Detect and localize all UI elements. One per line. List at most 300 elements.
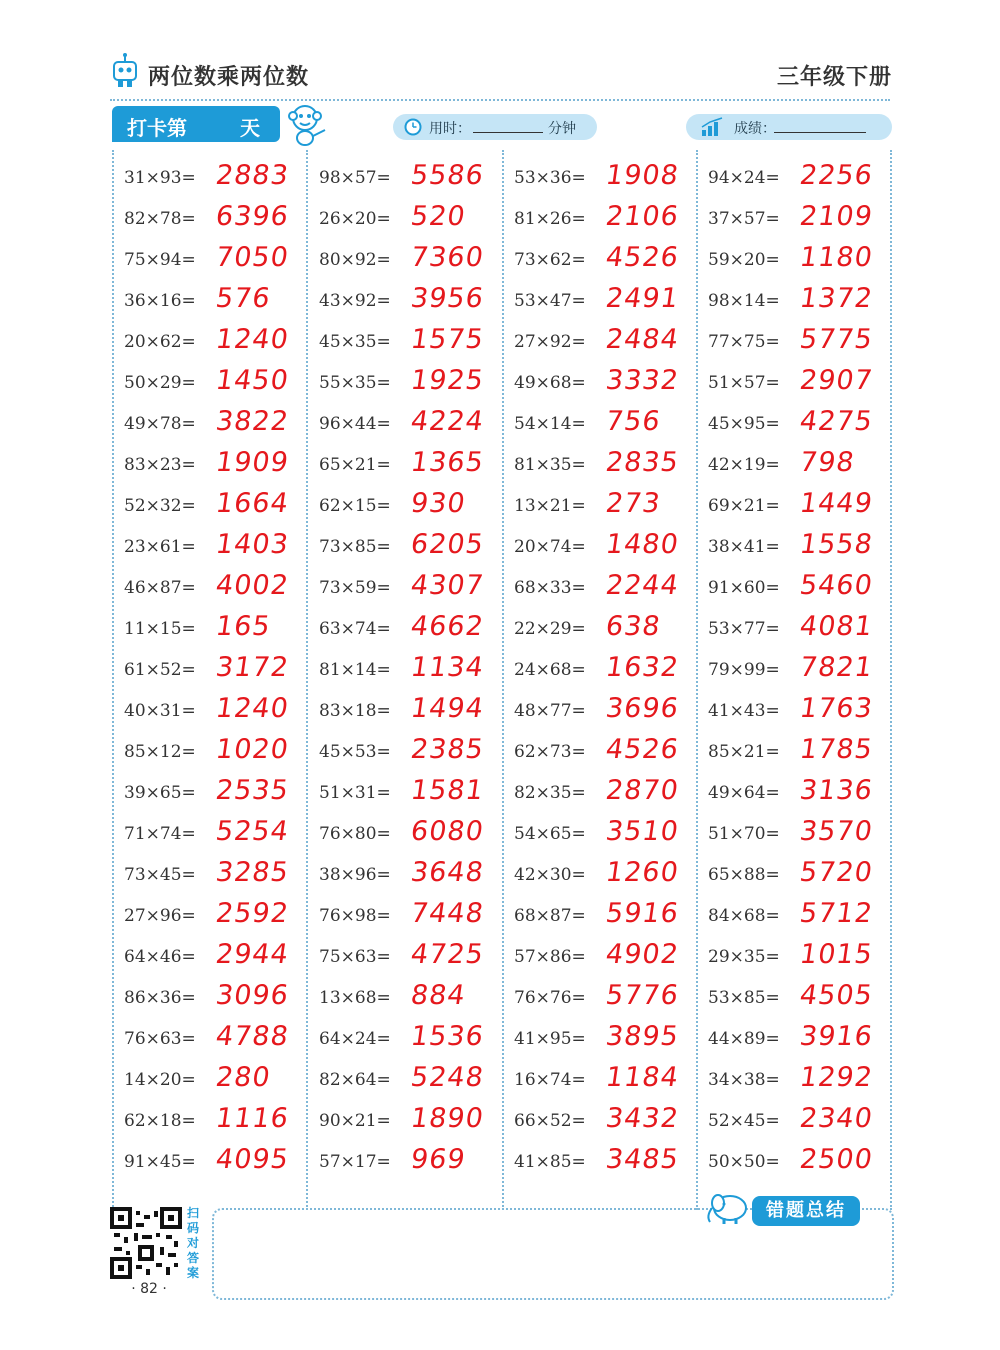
handwritten-answer: 930 [408,488,468,519]
problem-question: 38×41= [708,537,780,557]
problem-row [708,773,898,814]
handwritten-answer: 2944 [213,939,291,970]
handwritten-answer: 3096 [213,980,291,1011]
problem-question: 36×16= [124,291,196,311]
problem-row [708,691,898,732]
handwritten-answer: 3136 [797,775,875,806]
problem-row [708,978,898,1019]
problem-row [124,937,314,978]
clock-icon [403,117,423,137]
problem-question: 66×52= [514,1111,586,1131]
problem-question: 81×26= [514,209,586,229]
page-title: 两位数乘两位数 [148,65,310,90]
problem-row [319,732,509,773]
page-header [110,48,900,98]
elephant-icon [704,1188,750,1226]
problem-question: 62×15= [319,496,391,516]
handwritten-answer: 165 [213,611,273,642]
problem-question: 41×85= [514,1152,586,1172]
problem-question: 86×36= [124,988,196,1008]
problem-row [514,691,704,732]
problem-row [124,568,314,609]
handwritten-answer: 4788 [213,1021,291,1052]
problem-row [319,527,509,568]
handwritten-answer: 4725 [408,939,486,970]
problem-row [708,1060,898,1101]
handwritten-answer: 4081 [797,611,875,642]
problem-row [124,363,314,404]
problem-question: 53×36= [514,168,586,188]
handwritten-answer: 3570 [797,816,875,847]
score-label: 成绩： [734,121,776,137]
problem-question: 85×21= [708,742,780,762]
handwritten-answer: 6205 [408,529,486,560]
checkin-day-banner [112,106,280,142]
handwritten-answer: 3510 [603,816,681,847]
monkey-mascot-icon [283,100,331,148]
handwritten-answer: 7448 [408,898,486,929]
handwritten-answer: 1925 [408,365,486,396]
problem-row [514,527,704,568]
problem-question: 16×74= [514,1070,586,1090]
handwritten-answer: 969 [408,1144,468,1175]
problem-question: 51×70= [708,824,780,844]
handwritten-answer: 1020 [213,734,291,765]
problem-row [319,978,509,1019]
problem-row [708,937,898,978]
problem-question: 83×23= [124,455,196,475]
problem-row [124,609,314,650]
problem-question: 27×92= [514,332,586,352]
problem-question: 52×45= [708,1111,780,1131]
problem-question: 38×96= [319,865,391,885]
problem-row [319,281,509,322]
problem-question: 73×45= [124,865,196,885]
problem-row [124,445,314,486]
handwritten-answer: 1890 [408,1103,486,1134]
handwritten-answer: 7821 [797,652,875,683]
problem-question: 26×20= [319,209,391,229]
handwritten-answer: 2256 [797,160,875,191]
problem-question: 31×93= [124,168,196,188]
problem-question: 24×68= [514,660,586,680]
problem-row [708,855,898,896]
problem-question: 34×38= [708,1070,780,1090]
problem-question: 62×18= [124,1111,196,1131]
problem-row [319,363,509,404]
problem-question: 11×15= [124,619,196,639]
handwritten-answer: 1240 [213,324,291,355]
problem-row [124,240,314,281]
problem-row [514,404,704,445]
problem-row [124,486,314,527]
handwritten-answer: 1134 [408,652,486,683]
problem-question: 76×76= [514,988,586,1008]
problem-row [319,445,509,486]
problem-row [124,855,314,896]
bar-chart-icon [700,117,724,137]
problem-question: 41×43= [708,701,780,721]
handwritten-answer: 6080 [408,816,486,847]
problem-question: 22×29= [514,619,586,639]
problem-question: 81×14= [319,660,391,680]
problem-question: 76×80= [319,824,391,844]
problem-question: 45×35= [319,332,391,352]
problem-row [514,896,704,937]
handwritten-answer: 1536 [408,1021,486,1052]
problem-row [514,158,704,199]
handwritten-answer: 2870 [603,775,681,806]
problem-question: 45×53= [319,742,391,762]
handwritten-answer: 3956 [408,283,486,314]
problem-row [124,978,314,1019]
problem-question: 37×57= [708,209,780,229]
problem-question: 46×87= [124,578,196,598]
handwritten-answer: 2340 [797,1103,875,1134]
problem-column-1 [124,158,314,1183]
problem-row [319,404,509,445]
problem-question: 82×78= [124,209,196,229]
problem-column-2 [319,158,509,1183]
problem-row [319,568,509,609]
grade-label: 三年级下册 [776,65,892,90]
problem-question: 90×21= [319,1111,391,1131]
problem-row [514,363,704,404]
handwritten-answer: 5460 [797,570,875,601]
problem-row [124,1142,314,1183]
problem-column-4 [708,158,898,1183]
problem-row [708,1142,898,1183]
handwritten-answer: 4275 [797,406,875,437]
problem-row [708,1019,898,1060]
problem-question: 42×19= [708,455,780,475]
handwritten-answer: 5775 [797,324,875,355]
problem-question: 81×35= [514,455,586,475]
problem-row [514,937,704,978]
qr-code-icon[interactable] [110,1207,182,1279]
handwritten-answer: 1015 [797,939,875,970]
problem-question: 71×74= [124,824,196,844]
problem-question: 45×95= [708,414,780,434]
problem-question: 43×92= [319,291,391,311]
problem-question: 96×44= [319,414,391,434]
problem-row [514,322,704,363]
handwritten-answer: 3696 [603,693,681,724]
problem-row [319,896,509,937]
handwritten-answer: 4505 [797,980,875,1011]
problem-row [708,486,898,527]
problem-row [514,773,704,814]
handwritten-answer: 2835 [603,447,681,478]
handwritten-answer: 756 [603,406,663,437]
handwritten-answer: 1449 [797,488,875,519]
handwritten-answer: 5712 [797,898,875,929]
problem-question: 27×96= [124,906,196,926]
handwritten-answer: 5720 [797,857,875,888]
handwritten-answer: 1763 [797,693,875,724]
problem-question: 64×46= [124,947,196,967]
problem-row [124,1019,314,1060]
handwritten-answer: 1632 [603,652,681,683]
problem-question: 40×31= [124,701,196,721]
problem-question: 75×94= [124,250,196,270]
problem-row [708,568,898,609]
problem-row [514,240,704,281]
problem-row [319,1101,509,1142]
handwritten-answer: 2491 [603,283,681,314]
problem-question: 94×24= [708,168,780,188]
problem-question: 85×12= [124,742,196,762]
problem-row [708,199,898,240]
problem-row [514,1060,704,1101]
mistake-summary-label: 错题总结 [752,1196,860,1226]
problem-question: 20×74= [514,537,586,557]
handwritten-answer: 4662 [408,611,486,642]
column-divider [112,150,114,1210]
problem-question: 69×21= [708,496,780,516]
problem-question: 44×89= [708,1029,780,1049]
problem-question: 49×64= [708,783,780,803]
problem-question: 42×30= [514,865,586,885]
handwritten-answer: 1292 [797,1062,875,1093]
problem-question: 54×65= [514,824,586,844]
problem-question: 50×50= [708,1152,780,1172]
problem-row [319,1142,509,1183]
handwritten-answer: 3895 [603,1021,681,1052]
problem-question: 77×75= [708,332,780,352]
problem-row [319,814,509,855]
handwritten-answer: 1480 [603,529,681,560]
problem-question: 65×21= [319,455,391,475]
problem-question: 13×68= [319,988,391,1008]
problem-row [514,281,704,322]
problem-question: 63×74= [319,619,391,639]
problem-question: 57×17= [319,1152,391,1172]
checkin-day-suffix: 天 [240,116,260,140]
problem-row [319,773,509,814]
problem-row [124,732,314,773]
problem-row [514,650,704,691]
problem-row [124,158,314,199]
problem-row [319,609,509,650]
problem-row [514,1142,704,1183]
handwritten-answer: 3916 [797,1021,875,1052]
problem-question: 83×18= [319,701,391,721]
handwritten-answer: 2385 [408,734,486,765]
problem-question: 59×20= [708,250,780,270]
problem-row [514,855,704,896]
problem-row [124,322,314,363]
problem-question: 49×68= [514,373,586,393]
handwritten-answer: 1909 [213,447,291,478]
problem-row [124,281,314,322]
handwritten-answer: 884 [408,980,468,1011]
handwritten-answer: 3485 [603,1144,681,1175]
score-blank [774,132,866,133]
handwritten-answer: 520 [408,201,468,232]
handwritten-answer: 4526 [603,734,681,765]
problem-row [514,609,704,650]
problem-row [708,281,898,322]
problem-question: 51×57= [708,373,780,393]
time-unit: 分钟 [548,121,576,137]
problem-question: 61×52= [124,660,196,680]
handwritten-answer: 1450 [213,365,291,396]
handwritten-answer: 3822 [213,406,291,437]
handwritten-answer: 7050 [213,242,291,273]
handwritten-answer: 1184 [603,1062,681,1093]
problem-row [124,691,314,732]
problem-question: 80×92= [319,250,391,270]
problem-row [708,1101,898,1142]
handwritten-answer: 1908 [603,160,681,191]
handwritten-answer: 2907 [797,365,875,396]
problem-row [319,322,509,363]
problem-question: 55×35= [319,373,391,393]
handwritten-answer: 1494 [408,693,486,724]
problem-question: 76×63= [124,1029,196,1049]
handwritten-answer: 3332 [603,365,681,396]
problem-question: 98×57= [319,168,391,188]
problem-row [708,322,898,363]
problem-row [708,814,898,855]
handwritten-answer: 2484 [603,324,681,355]
handwritten-answer: 1785 [797,734,875,765]
problem-row [124,1060,314,1101]
problem-question: 39×65= [124,783,196,803]
problem-question: 82×64= [319,1070,391,1090]
problem-row [514,199,704,240]
handwritten-answer: 1180 [797,242,875,273]
problem-question: 20×62= [124,332,196,352]
handwritten-answer: 2106 [603,201,681,232]
problem-question: 48×77= [514,701,586,721]
problem-question: 98×14= [708,291,780,311]
problem-row [708,404,898,445]
problem-question: 68×87= [514,906,586,926]
problem-question: 82×35= [514,783,586,803]
handwritten-answer: 5254 [213,816,291,847]
handwritten-answer: 3648 [408,857,486,888]
handwritten-answer: 1365 [408,447,486,478]
time-field [393,114,597,140]
problem-question: 73×85= [319,537,391,557]
problem-row [319,1019,509,1060]
problem-row [124,814,314,855]
problem-question: 51×31= [319,783,391,803]
problem-row [514,732,704,773]
problem-row [514,1101,704,1142]
handwritten-answer: 1372 [797,283,875,314]
problem-question: 68×33= [514,578,586,598]
handwritten-answer: 280 [213,1062,273,1093]
problem-row [514,1019,704,1060]
handwritten-answer: 4526 [603,242,681,273]
problem-question: 49×78= [124,414,196,434]
problem-row [124,1101,314,1142]
problem-row [514,486,704,527]
handwritten-answer: 1260 [603,857,681,888]
handwritten-answer: 4307 [408,570,486,601]
problem-question: 84×68= [708,906,780,926]
handwritten-answer: 4902 [603,939,681,970]
handwritten-answer: 2592 [213,898,291,929]
scan-for-answers-label: 扫码对答案 [187,1206,200,1280]
problem-question: 57×86= [514,947,586,967]
problem-row [708,732,898,773]
problem-question: 73×59= [319,578,391,598]
problem-row [124,527,314,568]
handwritten-answer: 1116 [213,1103,291,1134]
handwritten-answer: 2244 [603,570,681,601]
problem-row [708,527,898,568]
problem-row [514,568,704,609]
handwritten-answer: 576 [213,283,273,314]
handwritten-answer: 798 [797,447,857,478]
problem-row [319,855,509,896]
handwritten-answer: 5776 [603,980,681,1011]
problem-row [514,445,704,486]
problem-question: 41×95= [514,1029,586,1049]
handwritten-answer: 4224 [408,406,486,437]
problem-question: 14×20= [124,1070,196,1090]
problem-question: 75×63= [319,947,391,967]
time-label: 用时： [429,121,471,137]
problem-question: 53×85= [708,988,780,1008]
problem-question: 79×99= [708,660,780,680]
handwritten-answer: 4002 [213,570,291,601]
handwritten-answer: 5586 [408,160,486,191]
problem-row [514,814,704,855]
handwritten-answer: 1581 [408,775,486,806]
problem-question: 91×60= [708,578,780,598]
problem-row [124,650,314,691]
handwritten-answer: 1575 [408,324,486,355]
handwritten-answer: 3172 [213,652,291,683]
handwritten-answer: 7360 [408,242,486,273]
problem-row [319,1060,509,1101]
problem-row [319,240,509,281]
problem-question: 23×61= [124,537,196,557]
page-number: · 82 · [131,1281,167,1297]
handwritten-answer: 2109 [797,201,875,232]
problem-row [708,363,898,404]
handwritten-answer: 1240 [213,693,291,724]
score-field [686,114,892,140]
problem-row [319,691,509,732]
handwritten-answer: 6396 [213,201,291,232]
problem-question: 62×73= [514,742,586,762]
handwritten-answer: 5248 [408,1062,486,1093]
problem-row [319,199,509,240]
problem-question: 64×24= [319,1029,391,1049]
problem-question: 53×47= [514,291,586,311]
problem-question: 54×14= [514,414,586,434]
problem-column-3 [514,158,704,1183]
problem-question: 76×98= [319,906,391,926]
handwritten-answer: 2883 [213,160,291,191]
problem-question: 52×32= [124,496,196,516]
handwritten-answer: 1403 [213,529,291,560]
handwritten-answer: 2535 [213,775,291,806]
problem-question: 65×88= [708,865,780,885]
handwritten-answer: 2500 [797,1144,875,1175]
handwritten-answer: 3285 [213,857,291,888]
problem-row [124,404,314,445]
problem-question: 29×35= [708,947,780,967]
problem-question: 91×45= [124,1152,196,1172]
checkin-label: 打卡第 [127,116,187,140]
